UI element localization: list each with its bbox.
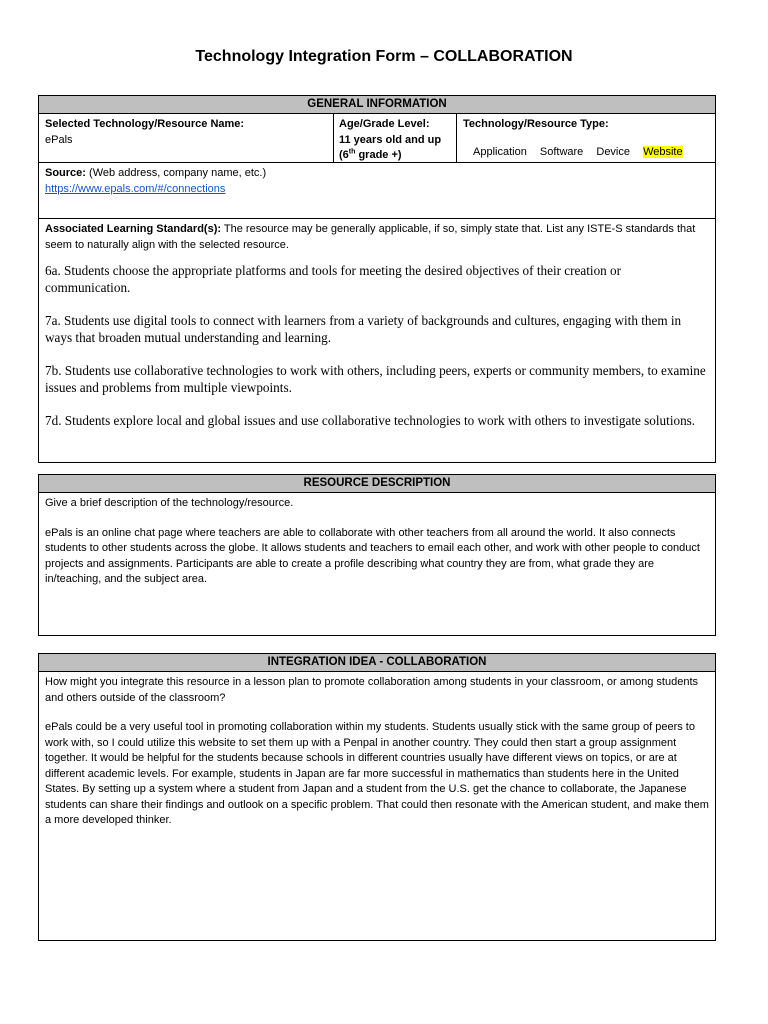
age-grade-label: Age/Grade Level: bbox=[339, 118, 430, 130]
resource-description-text: ePals is an online chat page where teachers are able to collaborate with other teachers from all around the world. It also connects students to other students across the globe. It allows students and teachers to email each other, and work with other people to conduct projects and assignments. Participants are able to create a profile describing what country they are from, what grade they are in/teaching, and the subject area. bbox=[45, 526, 700, 585]
standard-7b: 7b. Students use collaborative technologies to work with others, including peers, experts or community members, to examine issues and problems from multiple viewpoints. bbox=[45, 363, 706, 395]
resource-type-cell bbox=[457, 114, 715, 162]
source-hint: (Web address, company name, etc.) bbox=[85, 167, 267, 179]
type-option-application: Application bbox=[473, 146, 527, 158]
source-label: Source: bbox=[45, 167, 86, 179]
grade-suffix: grade +) bbox=[355, 149, 402, 161]
integration-idea-section bbox=[38, 653, 716, 941]
resource-type-label: Technology/Resource Type: bbox=[463, 118, 609, 130]
resource-name-cell bbox=[39, 114, 334, 162]
resource-type-options bbox=[473, 145, 693, 161]
resource-description-header: RESOURCE DESCRIPTION bbox=[39, 475, 715, 493]
standard-6a: 6a. Students choose the appropriate platforms and tools for meeting the desired objectives of their creation or communication. bbox=[45, 263, 622, 295]
page-title: Technology Integration Form – COLLABORATION bbox=[195, 48, 573, 65]
resource-description-body bbox=[39, 493, 715, 591]
integration-idea-prompt: How might you integrate this resource in a lesson plan to promote collaboration among students in your classroom, or among students and others outside of the classroom? bbox=[45, 676, 699, 704]
grade-prefix: (6 bbox=[339, 149, 349, 161]
resource-description-section bbox=[38, 474, 716, 636]
integration-idea-header: INTEGRATION IDEA - COLLABORATION bbox=[39, 654, 715, 672]
resource-name-label: Selected Technology/Resource Name: bbox=[45, 118, 245, 130]
standard-7d: 7d. Students explore local and global issues and use collaborative technologies to work with others to investigate solutions. bbox=[45, 413, 696, 428]
general-information-section bbox=[38, 95, 716, 463]
source-line bbox=[45, 166, 709, 182]
general-information-header: GENERAL INFORMATION bbox=[39, 96, 715, 114]
grade-value bbox=[339, 148, 451, 164]
grade-superscript: th bbox=[348, 148, 356, 156]
type-option-software: Software bbox=[539, 146, 584, 158]
standard-7a: 7a. Students use digital tools to connect with learners from a variety of backgrounds and cultures, engaging with them in ways that broaden mutual understanding and learning. bbox=[45, 313, 682, 345]
age-grade-cell bbox=[334, 114, 457, 162]
integration-idea-body bbox=[39, 672, 715, 832]
resource-name-value: ePals bbox=[45, 133, 73, 146]
source-link[interactable]: https://www.epals.com/#/connections bbox=[45, 182, 226, 195]
age-grade-value: 11 years old and up bbox=[339, 133, 442, 146]
source-cell bbox=[39, 163, 715, 219]
type-option-device: Device bbox=[596, 146, 630, 158]
resource-info-row bbox=[39, 114, 715, 163]
resource-description-prompt: Give a brief description of the technology/resource. bbox=[45, 497, 294, 509]
standards-label: Associated Learning Standard(s): bbox=[45, 223, 222, 235]
type-option-website: Website bbox=[643, 146, 683, 158]
standards-intro bbox=[45, 222, 709, 253]
standards-hint: The resource may be generally applicable, if so, simply state that. List any ISTE-S standards that seem to naturally align with the selected resource. bbox=[45, 223, 696, 251]
standards-cell bbox=[39, 219, 715, 433]
integration-idea-text: ePals could be a very useful tool in promoting collaboration within my students. Students usually stick with the same group of peers to work with, so I could utilize this website to set them up with a Penpal in another country. They could then start a group assignment together. It would be helpful for the students because schools in different countries usually have different views on topics, or are at different academic levels. For example, students in Japan are far more successful in mathematics than students here in the United States. By setting up a system where a student from Japan and a student from the U.S. get the chance to collaborate, the Japanese students can share their findings and outlook on a specific problem. That could then resonate with the American student, and make them a more developed thinker. bbox=[45, 721, 709, 826]
